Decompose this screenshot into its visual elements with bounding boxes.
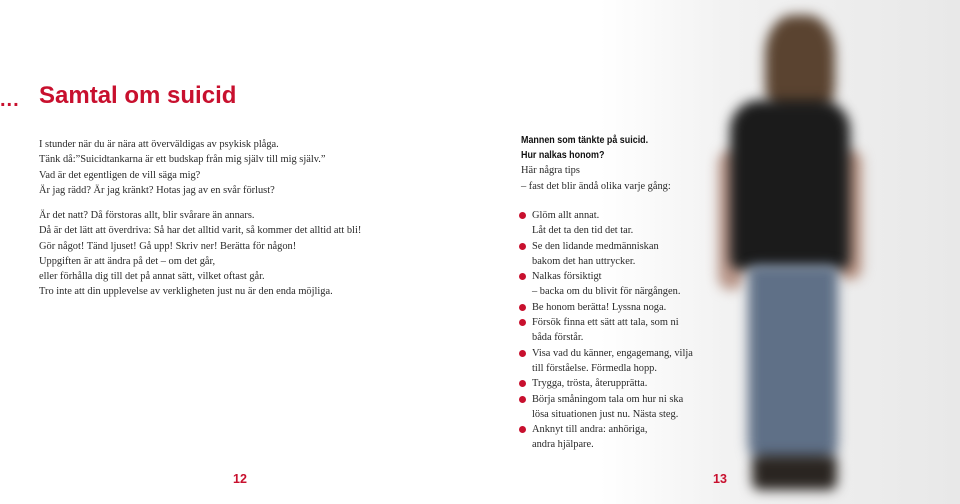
body-line: eller förhålla dig till det på annat sätt, vilket oftast går.: [39, 271, 265, 283]
tip-line: Börja småningom tala om hur ni ska: [532, 393, 684, 405]
tip-line: lösa situationen just nu. Nästa steg.: [532, 408, 679, 420]
tip-line: till förståelse. Förmedla hopp.: [532, 362, 657, 374]
list-item: [519, 269, 693, 300]
body-line: Tro inte att din upplevelse av verkligheten just nu är den enda möjliga.: [39, 286, 333, 298]
body-line: Då är det lätt att överdriva: Så har det alltid varit, så kommer det alltid att bli!: [39, 225, 362, 237]
tip-line: Försök finna ett sätt att tala, som ni: [532, 317, 679, 329]
photo-person-boots: [752, 455, 837, 490]
list-item: [519, 392, 693, 423]
body-line: Är det natt? Då förstoras allt, blir svårare än annars.: [39, 210, 255, 221]
intro-line: Vad är det egentligen de vill säga mig?: [39, 169, 201, 181]
photo-person-torso: [730, 100, 850, 270]
list-item: [519, 346, 693, 377]
tip-line: – backa om du blivit för närgången.: [532, 286, 681, 298]
tip-line: bakom det han uttrycker.: [532, 255, 636, 267]
tip-line: Se den lidande medmänniskan: [532, 240, 659, 252]
red-dot-icon: [519, 212, 526, 219]
photo-person-legs: [748, 265, 838, 465]
page-number-left: 12: [233, 472, 247, 486]
title-dots: ...: [0, 89, 20, 111]
red-dot-icon: [519, 319, 526, 326]
red-dot-icon: [519, 304, 526, 311]
tip-line: Glöm allt annat.: [532, 210, 600, 221]
intro-line: I stunder när du är nära att överväldigas av psykisk plåga.: [39, 139, 279, 150]
red-dot-icon: [519, 243, 526, 250]
intro-paragraph: [39, 137, 325, 198]
tip-line: Trygga, trösta, återupprätta.: [532, 378, 648, 390]
body-paragraph: [39, 208, 361, 300]
red-dot-icon: [519, 396, 526, 403]
tip-line: båda förstår.: [532, 332, 584, 344]
red-dot-icon: [519, 426, 526, 433]
list-item: [519, 376, 693, 391]
body-line: Gör något! Tänd ljuset! Gå upp! Skriv ner! Berätta för någon!: [39, 240, 297, 252]
list-item: [519, 300, 693, 315]
page-title: Samtal om suicid: [39, 82, 237, 109]
red-dot-icon: [519, 273, 526, 280]
tip-line: andra hjälpare.: [532, 439, 594, 451]
red-dot-icon: [519, 350, 526, 357]
tip-line: Nalkas försiktigt: [532, 271, 602, 283]
tip-line: Be honom berätta! Lyssna noga.: [532, 301, 667, 313]
list-item: [519, 239, 693, 270]
right-heading: [521, 133, 648, 163]
right-sub-line: – fast det blir ändå olika varje gång:: [521, 180, 671, 192]
intro-line: Är jag rädd? Är jag kränkt? Hotas jag av en svår förlust?: [39, 184, 275, 196]
tip-line: Låt det ta den tid det tar.: [532, 225, 634, 237]
right-heading-line: Mannen som tänkte på suicid.: [521, 135, 649, 146]
list-item: [519, 315, 693, 346]
tip-line: Visa vad du känner, engagemang, vilja: [532, 347, 693, 359]
red-dot-icon: [519, 380, 526, 387]
right-sub-line: Här några tips: [521, 165, 580, 176]
list-item: [519, 422, 693, 453]
tip-line: Anknyt till andra: anhöriga,: [532, 424, 648, 436]
right-heading-line: Hur nalkas honom?: [521, 150, 605, 161]
body-line: Uppgiften är att ändra på det – om det går,: [39, 255, 216, 267]
page-number-right: 13: [713, 472, 727, 486]
right-subheading: [521, 163, 671, 194]
tips-list: [519, 208, 693, 453]
list-item: [519, 208, 693, 239]
intro-line: Tänk då:”Suicidtankarna är ett budskap från mig själv till mig själv.”: [39, 154, 326, 166]
